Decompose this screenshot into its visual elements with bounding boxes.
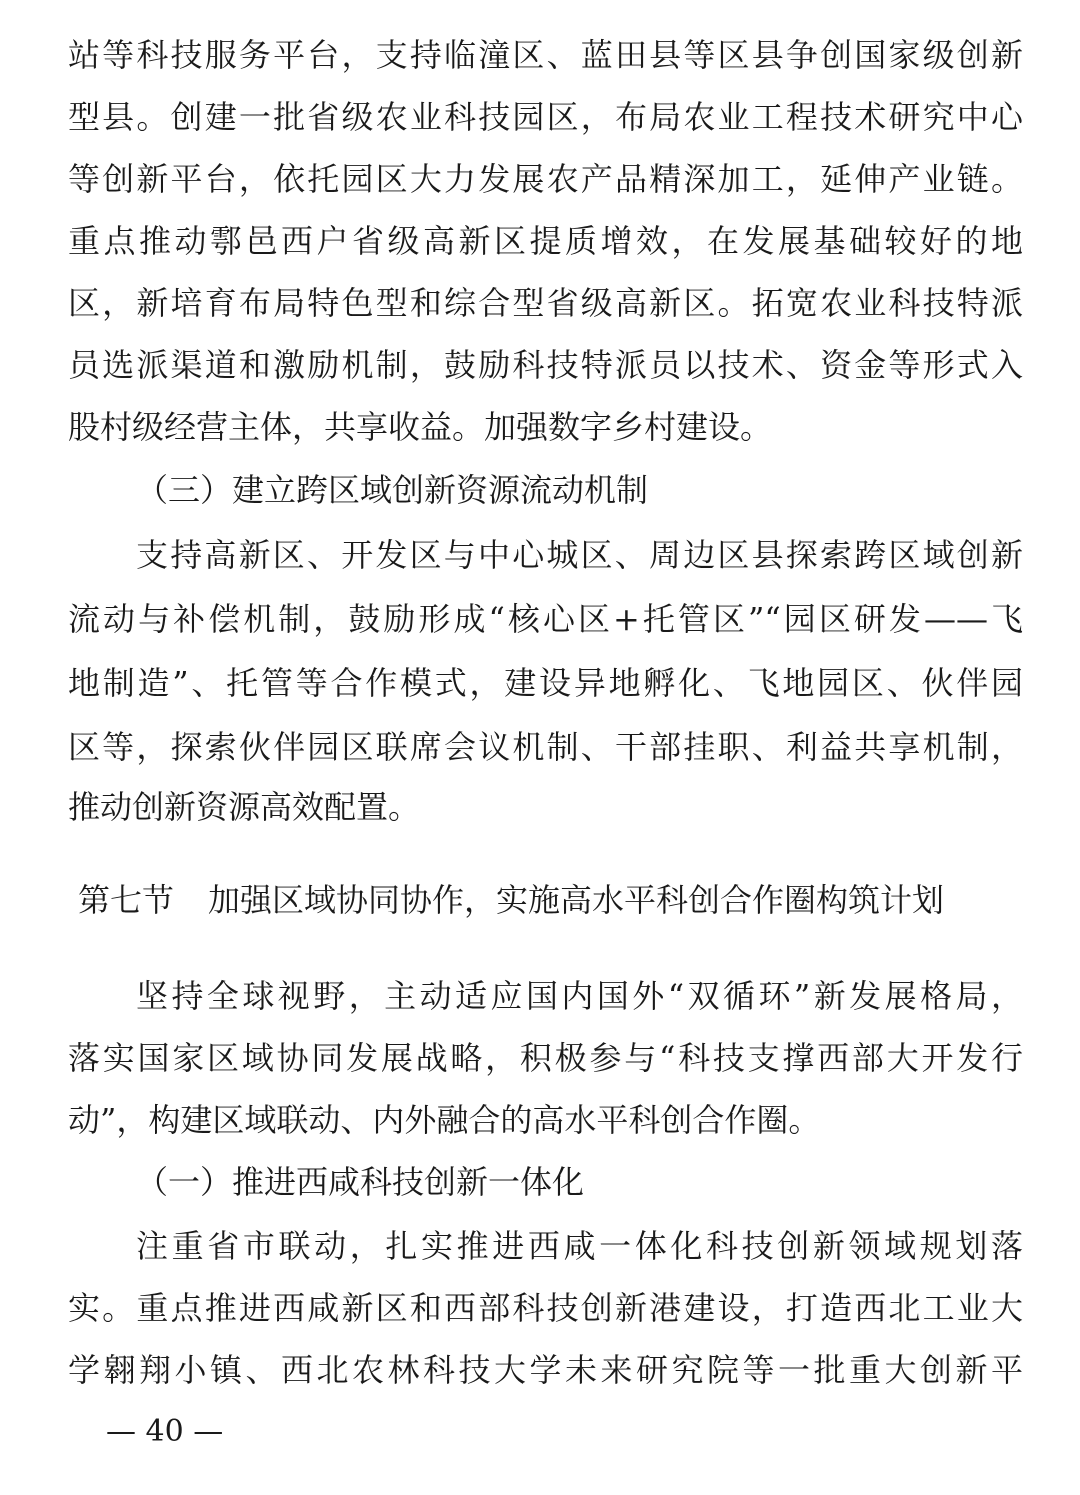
paragraph-line: 地制造”、托管等合作模式，建设异地孵化、飞地园区、伙伴园 [68, 664, 1023, 702]
paragraph-line: 流动与补偿机制，鼓励形成“核心区+托管区”“园区研发——飞 [68, 600, 1023, 638]
paragraph-line: 等创新平台，依托园区大力发展农产品精深加工，延伸产业链。 [68, 160, 1023, 198]
paragraph-line: 重点推动鄠邑西户省级高新区提质增效，在发展基础较好的地 [68, 222, 1023, 260]
page-number: — 40 — [106, 1414, 224, 1449]
subheading-3: （三）建立跨区域创新资源流动机制 [136, 471, 649, 509]
paragraph-line: 区，新培育布局特色型和综合型省级高新区。拓宽农业科技特派 [68, 284, 1023, 322]
paragraph-line: 型县。创建一批省级农业科技园区，布局农业工程技术研究中心 [68, 98, 1023, 136]
paragraph-line: 站等科技服务平台，支持临潼区、蓝田县等区县争创国家级创新 [68, 36, 1023, 74]
paragraph-line: 注重省市联动，扎实推进西咸一体化科技创新领域规划落 [136, 1227, 1023, 1265]
paragraph-line: 实。重点推进西咸新区和西部科技创新港建设，打造西北工业大 [68, 1289, 1023, 1327]
paragraph-line: 动”，构建区域联动、内外融合的高水平科创合作圈。 [68, 1101, 821, 1139]
paragraph-line: 坚持全球视野，主动适应国内国外“双循环”新发展格局， [136, 977, 1023, 1015]
section-heading [68, 868, 1023, 932]
section-title: 加强区域协同协作，实施高水平科创合作圈构筑计划 [208, 881, 945, 919]
paragraph-line: 区等，探索伙伴园区联席会议机制、干部挂职、利益共享机制， [68, 728, 1023, 766]
paragraph-line: 股村级经营主体，共享收益。加强数字乡村建设。 [68, 408, 773, 446]
section-number: 第七节 [78, 881, 175, 919]
subheading-1: （一）推进西咸科技创新一体化 [136, 1163, 585, 1201]
paragraph-line: 支持高新区、开发区与中心城区、周边区县探索跨区域创新 [136, 536, 1023, 574]
paragraph-line: 员选派渠道和激励机制，鼓励科技特派员以技术、资金等形式入 [68, 346, 1023, 384]
paragraph-line: 落实国家区域协同发展战略，积极参与“科技支撑西部大开发行 [68, 1039, 1023, 1077]
paragraph-line: 推动创新资源高效配置。 [68, 788, 421, 826]
paragraph-line: 学翱翔小镇、西北农林科技大学未来研究院等一批重大创新平 [68, 1351, 1023, 1389]
